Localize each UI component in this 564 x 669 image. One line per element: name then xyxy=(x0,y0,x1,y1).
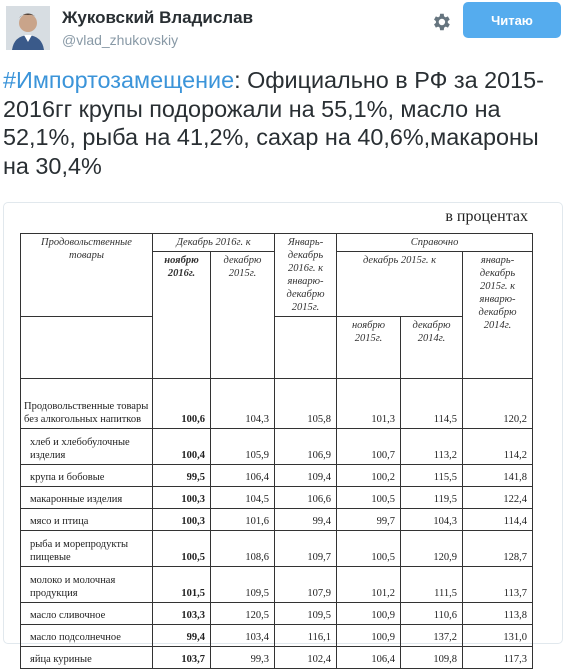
cell: 100,3 xyxy=(153,487,211,509)
cell: 106,6 xyxy=(275,487,337,509)
cell: 104,5 xyxy=(211,487,275,509)
cell: 111,5 xyxy=(401,567,463,603)
table-row xyxy=(21,603,533,625)
row-label: мясо и птица xyxy=(21,509,153,531)
hashtag-link[interactable]: #Импортозамещение xyxy=(3,67,235,93)
col-header-empty xyxy=(275,317,337,379)
col-header-dec2016: Декабрь 2016г. к xyxy=(153,234,275,252)
table-row xyxy=(21,647,533,669)
table-row xyxy=(21,567,533,603)
cell: 102,4 xyxy=(275,647,337,669)
cell: 131,0 xyxy=(463,625,533,647)
row-label: хлеб и хлебобулочные изделия xyxy=(21,429,153,465)
cell: 103,4 xyxy=(211,625,275,647)
cell: 100,4 xyxy=(153,429,211,465)
col-header-nov2015: ноябрю 2015г. xyxy=(337,317,401,379)
table-row xyxy=(21,379,533,429)
cell: 106,4 xyxy=(211,465,275,487)
cell: 100,5 xyxy=(337,487,401,509)
col-header-dec2015: декабрю 2015г. xyxy=(211,252,275,379)
cell: 114,4 xyxy=(463,509,533,531)
table-unit: в процентах xyxy=(445,208,528,225)
col-header-empty xyxy=(21,317,153,379)
cell: 101,6 xyxy=(211,509,275,531)
cell: 113,2 xyxy=(401,429,463,465)
cell: 113,7 xyxy=(463,567,533,603)
col-header-dec2014: декабрю 2014г. xyxy=(401,317,463,379)
cell: 120,9 xyxy=(401,531,463,567)
cell: 110,6 xyxy=(401,603,463,625)
cell: 100,3 xyxy=(153,509,211,531)
price-table xyxy=(20,233,533,669)
cell: 109,5 xyxy=(275,603,337,625)
cell: 100,6 xyxy=(153,379,211,429)
cell: 114,2 xyxy=(463,429,533,465)
cell: 100,7 xyxy=(337,429,401,465)
cell: 119,5 xyxy=(401,487,463,509)
cell: 105,9 xyxy=(211,429,275,465)
cell: 120,2 xyxy=(463,379,533,429)
cell: 109,7 xyxy=(275,531,337,567)
row-label: рыба и морепродукты пищевые xyxy=(21,531,153,567)
tweet-image[interactable] xyxy=(3,202,563,665)
row-label: макаронные изделия xyxy=(21,487,153,509)
author-handle[interactable]: @vlad_zhukovskiy xyxy=(62,32,179,48)
cell: 137,2 xyxy=(401,625,463,647)
cell: 104,3 xyxy=(401,509,463,531)
author-name[interactable]: Жуковский Владислав xyxy=(62,8,254,27)
row-label: Продовольственные товары без алкогольных напитков xyxy=(21,379,153,429)
col-header-janjan2: январь-декабрь 2015г. к январю-декабрю 2014г. xyxy=(463,252,533,379)
cell: 104,3 xyxy=(211,379,275,429)
cell: 100,5 xyxy=(153,531,211,567)
cell: 115,5 xyxy=(401,465,463,487)
cell: 99,5 xyxy=(153,465,211,487)
cell: 101,3 xyxy=(337,379,401,429)
avatar[interactable] xyxy=(6,6,50,50)
table-row xyxy=(21,531,533,567)
cell: 101,5 xyxy=(153,567,211,603)
cell: 101,2 xyxy=(337,567,401,603)
row-label: масло сливочное xyxy=(21,603,153,625)
cell: 141,8 xyxy=(463,465,533,487)
cell: 120,5 xyxy=(211,603,275,625)
col-header-products: Продовольственные товары xyxy=(21,234,153,317)
tweet-header xyxy=(0,0,564,60)
price-table-image xyxy=(4,203,562,665)
table-row xyxy=(21,487,533,509)
cell: 114,5 xyxy=(401,379,463,429)
cell: 99,4 xyxy=(153,625,211,647)
cell: 128,7 xyxy=(463,531,533,567)
cell: 109,5 xyxy=(211,567,275,603)
table-row xyxy=(21,509,533,531)
cell: 113,8 xyxy=(463,603,533,625)
cell: 106,4 xyxy=(337,647,401,669)
cell: 100,2 xyxy=(337,465,401,487)
col-header-janjan: Январь-декабрь 2016г. к январю-декабрю 2015г. xyxy=(275,234,337,317)
col-header-nov2016: ноябрю 2016г. xyxy=(153,252,211,379)
cell: 103,3 xyxy=(153,603,211,625)
cell: 108,6 xyxy=(211,531,275,567)
cell: 107,9 xyxy=(275,567,337,603)
cell: 116,1 xyxy=(275,625,337,647)
table-row xyxy=(21,429,533,465)
cell: 99,7 xyxy=(337,509,401,531)
gear-icon[interactable] xyxy=(430,11,452,33)
tweet-text xyxy=(3,66,559,180)
follow-button[interactable]: Читаю xyxy=(463,2,561,38)
cell: 103,7 xyxy=(153,647,211,669)
cell: 109,4 xyxy=(275,465,337,487)
cell: 99,4 xyxy=(275,509,337,531)
row-label: яйца куриные xyxy=(21,647,153,669)
table-row xyxy=(21,465,533,487)
cell: 100,5 xyxy=(337,531,401,567)
row-label: масло подсолнечное xyxy=(21,625,153,647)
tweet-body: : Официально в РФ за 2015-2016гг крупы подорожали на 55,1%, масло на 52,1%, рыба на 41,2%, сахар на 40,6%,макароны на 30,4% xyxy=(3,67,544,179)
cell: 122,4 xyxy=(463,487,533,509)
cell: 99,3 xyxy=(211,647,275,669)
row-label: крупа и бобовые xyxy=(21,465,153,487)
cell: 100,9 xyxy=(337,625,401,647)
cell: 106,9 xyxy=(275,429,337,465)
cell: 100,9 xyxy=(337,603,401,625)
col-header-dec2015k: декабрь 2015г. к xyxy=(337,252,463,317)
cell: 109,8 xyxy=(401,647,463,669)
col-header-ref: Справочно xyxy=(337,234,533,252)
cell: 117,3 xyxy=(463,647,533,669)
row-label: молоко и молочная продукция xyxy=(21,567,153,603)
table-row xyxy=(21,625,533,647)
cell: 105,8 xyxy=(275,379,337,429)
